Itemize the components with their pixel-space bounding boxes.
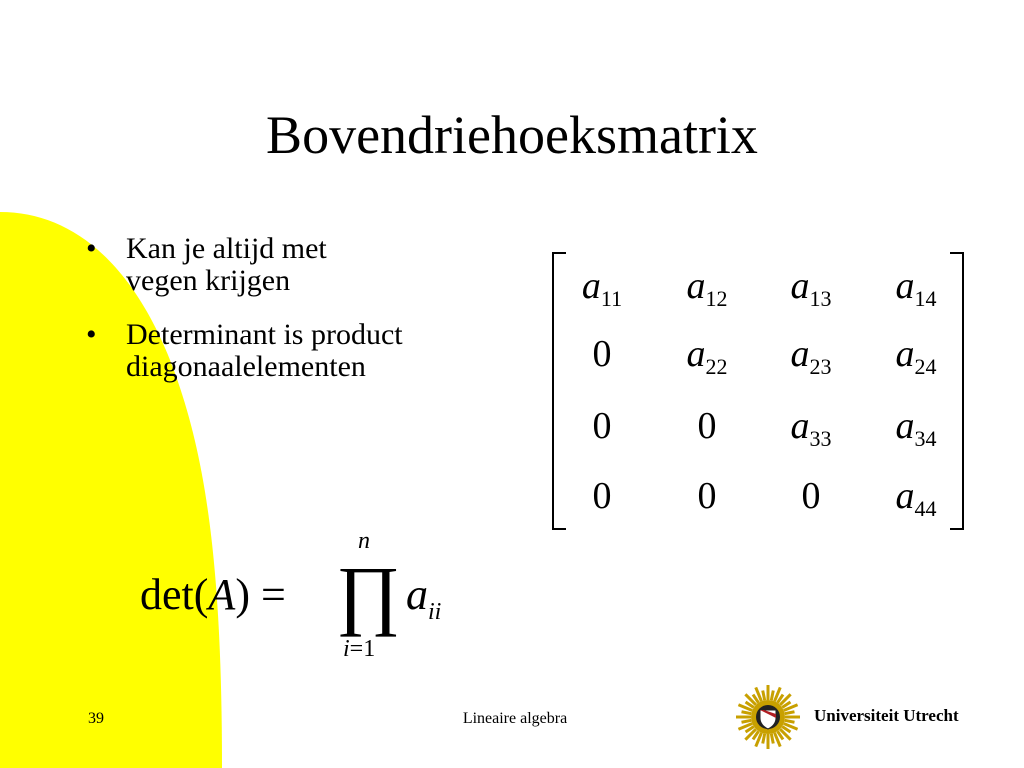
slide-title: Bovendriehoeksmatrix [266, 105, 758, 165]
formula-term: $a_{ii}$ [406, 570, 442, 625]
bullet-list [86, 233, 516, 405]
product-upper-limit: n [358, 528, 370, 554]
matrix-cell: 0 [592, 333, 612, 375]
bullet-text: vegen krijgen [126, 264, 291, 297]
bullet-text: Determinant is product [126, 318, 403, 351]
determinant-formula [140, 528, 480, 668]
bullet-text: diagonaalelementen [126, 350, 366, 383]
matrix-cell: 0 [697, 475, 717, 517]
formula-lhs: det(A) = [140, 570, 286, 619]
sun-seal-icon [734, 684, 804, 750]
matrix-cell: $a_{24}$ [895, 333, 937, 379]
matrix-cell: $a_{12}$ [686, 265, 728, 311]
matrix-cell: $a_{14}$ [895, 265, 937, 311]
bullet-icon: • [86, 318, 97, 351]
bullet-item [86, 233, 516, 297]
matrix-cell: $a_{11}$ [581, 265, 623, 311]
logo-text: Universiteit Utrecht [814, 706, 959, 725]
university-logo [734, 684, 1004, 750]
matrix-cell: $a_{23}$ [790, 333, 832, 379]
matrix-cell: $a_{13}$ [790, 265, 832, 311]
product-lower-limit: i=1 [343, 636, 376, 662]
bullet-text: Kan je altijd met [126, 232, 327, 265]
product-symbol: ∏ [336, 550, 401, 637]
matrix-cell: $a_{44}$ [895, 475, 937, 521]
slide-number: 39 [88, 710, 104, 727]
upper-triangular-matrix [552, 252, 964, 530]
matrix-cell: $a_{33}$ [790, 405, 832, 451]
bullet-icon: • [86, 232, 97, 265]
matrix-cell: 0 [592, 475, 612, 517]
matrix-cell: 0 [592, 405, 612, 447]
matrix-cell: $a_{22}$ [686, 333, 728, 379]
bullet-item [86, 319, 516, 383]
matrix-cell: 0 [801, 475, 821, 517]
matrix-cell: 0 [697, 405, 717, 447]
footer-text: Lineaire algebra [462, 710, 568, 727]
matrix-cell: $a_{34}$ [895, 405, 937, 451]
